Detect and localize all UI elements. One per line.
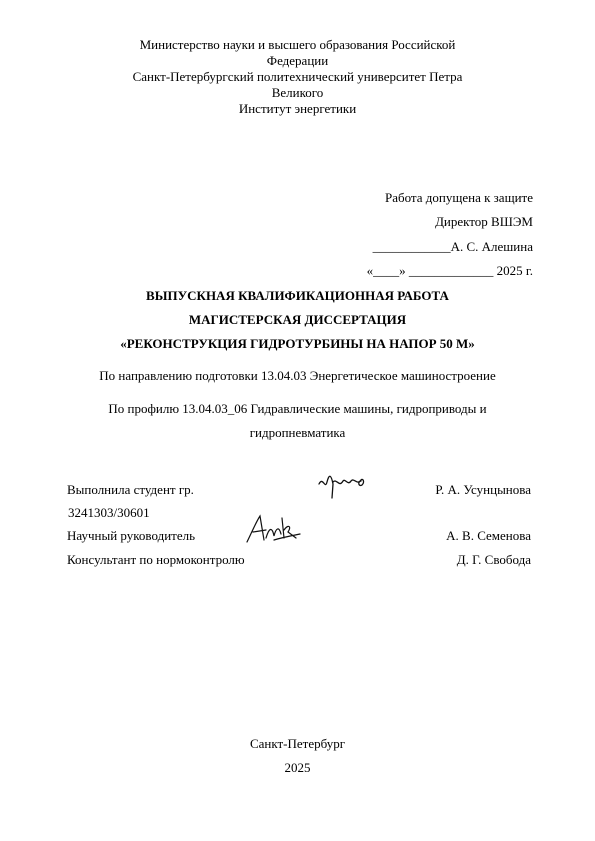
student-label: Выполнила студент гр.: [67, 482, 194, 497]
profile-line-2: гидропневматика: [249, 425, 346, 440]
consultant-label: Консультант по нормоконтролю: [67, 552, 245, 567]
institute-line: Институт энергетики: [238, 101, 357, 116]
student-signature-image: [315, 470, 367, 502]
university-line-1: Санкт-Петербургский политехнический университет Петра: [132, 69, 463, 84]
ministry-line-2: Федерации: [266, 53, 329, 68]
approval-date-line: «____» _____________ 2025 г.: [366, 263, 533, 278]
university-line-2: Великого: [271, 85, 324, 100]
direction-text: По направлению подготовки 13.04.03 Энергетическое машиностроение: [99, 368, 496, 383]
student-name: Р. А. Усунцынова: [435, 482, 531, 497]
supervisor-name: А. В. Семенова: [446, 528, 531, 543]
supervisor-label: Научный руководитель: [67, 528, 196, 543]
approval-director: Директор ВШЭМ: [435, 214, 533, 229]
approval-signature-line: ____________А. С. Алешина: [372, 239, 533, 254]
student-group: 3241303/30601: [68, 505, 150, 520]
supervisor-signature-image: [244, 512, 302, 546]
consultant-name: Д. Г. Свобода: [456, 552, 531, 567]
footer-city: Санкт-Петербург: [249, 736, 346, 751]
title-line-3: «РЕКОНСТРУКЦИЯ ГИДРОТУРБИНЫ НА НАПОР 50 М»: [120, 336, 475, 351]
ministry-line-1: Министерство науки и высшего образования Российской: [139, 37, 456, 52]
title-line-2: МАГИСТЕРСКАЯ ДИССЕРТАЦИЯ: [188, 312, 407, 327]
profile-line-1: По профилю 13.04.03_06 Гидравлические машины, гидроприводы и: [108, 401, 487, 416]
approval-admitted: Работа допущена к защите: [384, 190, 533, 205]
title-line-1: ВЫПУСКНАЯ КВАЛИФИКАЦИОННАЯ РАБОТА: [146, 288, 449, 303]
footer-year: 2025: [284, 760, 311, 775]
